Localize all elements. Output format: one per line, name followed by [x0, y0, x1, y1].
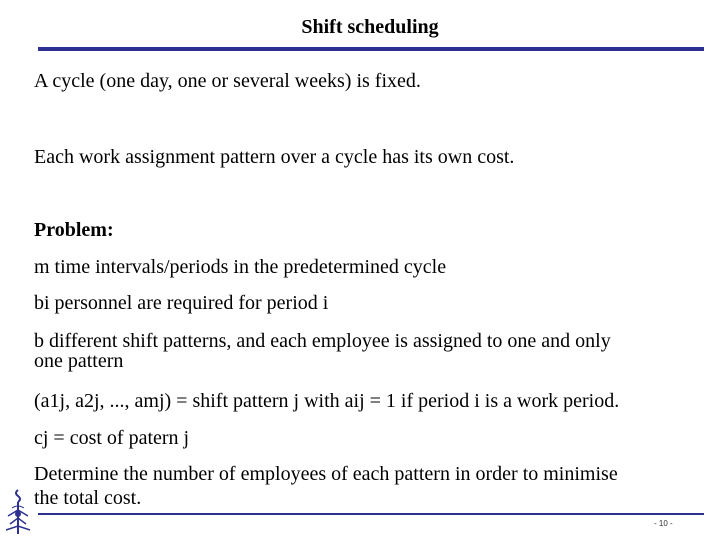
paragraph-personnel: bi personnel are required for period i — [34, 292, 329, 314]
paragraph-intervals: m time intervals/periods in the predetermined cycle — [34, 256, 447, 278]
slide-title: Shift scheduling — [301, 16, 439, 38]
paragraph-objective-line2: the total cost. — [34, 487, 142, 509]
university-crest-icon — [4, 486, 38, 536]
paragraph-shift-pattern: (a1j, a2j, ..., amj) = shift pattern j with aij = 1 if period i is a work period. — [34, 390, 620, 412]
footer-divider — [38, 513, 704, 515]
problem-heading: Problem: — [34, 219, 114, 241]
paragraph-cost: Each work assignment pattern over a cycle has its own cost. — [34, 146, 515, 168]
paragraph-cost-pattern: cj = cost of patern j — [34, 427, 190, 449]
paragraph-patterns-line1: b different shift patterns, and each employee is assigned to one and only — [34, 330, 611, 352]
page-number: - 10 - — [654, 519, 673, 528]
paragraph-patterns-line2: one pattern — [34, 350, 124, 372]
title-divider — [38, 47, 704, 51]
paragraph-objective-line1: Determine the number of employees of each pattern in order to minimise — [34, 463, 618, 485]
paragraph-cycle: A cycle (one day, one or several weeks) is fixed. — [34, 70, 421, 92]
